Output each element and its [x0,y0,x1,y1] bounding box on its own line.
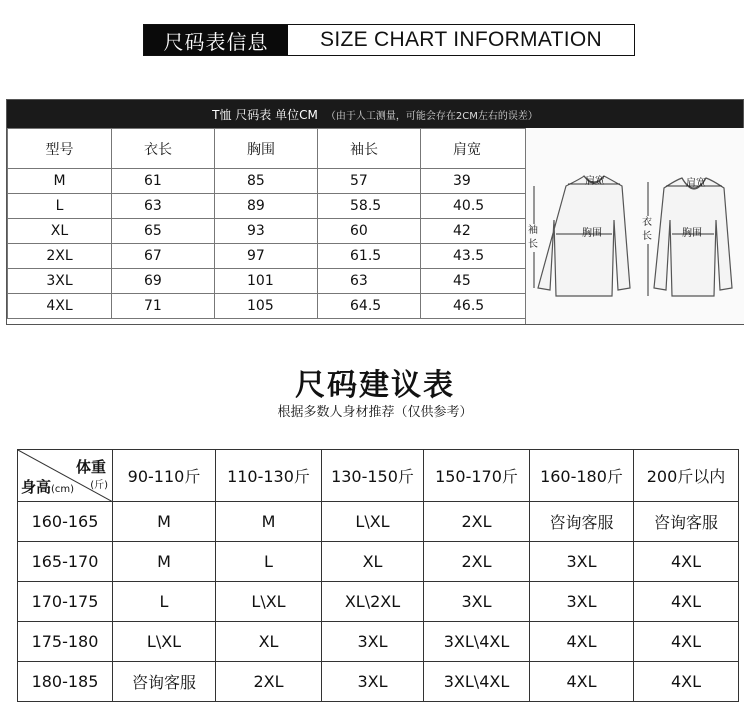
recommended-size-cell: 3XL\4XL [424,622,530,662]
size-value-cell: 43.5 [421,244,526,269]
size-header-row [8,129,526,169]
weight-header-cell: 150-170斤 [424,450,530,502]
recommended-size-cell: 3XL [530,582,634,622]
recommended-size-cell: 4XL [530,622,634,662]
recommended-size-cell: 4XL [634,582,739,622]
header-banner [143,24,635,56]
banner-en-title: SIZE CHART INFORMATION [320,28,602,51]
size-value-cell: 42 [421,219,526,244]
recommendation-row [18,502,739,542]
recommended-size-cell: 3XL\4XL [424,662,530,702]
size-chart-title: T恤 尺码表 单位CM [212,107,318,122]
size-row [8,169,526,194]
recommended-size-cell: 咨询客服 [113,662,216,702]
size-value-cell: 61 [112,169,215,194]
tshirt-measure-illustration [526,128,744,324]
size-value-cell: 65 [112,219,215,244]
size-header-cell: 胸围 [215,129,318,169]
size-header-cell: 衣长 [112,129,215,169]
size-value-cell: 45 [421,269,526,294]
corner-height-label [21,476,74,497]
size-value-cell: 64.5 [318,294,421,319]
size-value-cell: 93 [215,219,318,244]
recommended-size-cell: L [113,582,216,622]
height-range-cell: 165-170 [18,542,113,582]
diagram-label-sleeve-1: 袖长 [528,225,538,250]
size-row [8,219,526,244]
recommended-size-cell: M [113,542,216,582]
weight-header-cell: 110-130斤 [216,450,322,502]
size-label-cell: 3XL [8,269,112,294]
size-value-cell: 60 [318,219,421,244]
recommended-size-cell: M [216,502,322,542]
recommended-size-cell: L\XL [113,622,216,662]
size-chart-note: （由于人工测量，可能会存在2CM左右的误差） [325,110,538,122]
size-chart-table [7,128,526,319]
recommended-size-cell: 3XL [322,662,424,702]
diagram-label-shoulder-1: 肩宽 [585,176,605,187]
size-value-cell: 57 [318,169,421,194]
recommended-size-cell: L\XL [216,582,322,622]
recommended-size-cell: 4XL [634,662,739,702]
weight-header-cell: 130-150斤 [322,450,424,502]
size-value-cell: 89 [215,194,318,219]
size-label-cell: L [8,194,112,219]
size-value-cell: 71 [112,294,215,319]
recommended-size-cell: 3XL [530,542,634,582]
size-header-cell: 型号 [8,129,112,169]
weight-header-cell: 200斤以内 [634,450,739,502]
size-value-cell: 67 [112,244,215,269]
size-row [8,244,526,269]
recommended-size-cell: XL\2XL [322,582,424,622]
size-value-cell: 105 [215,294,318,319]
size-value-cell: 46.5 [421,294,526,319]
corner-cell [18,450,113,502]
diagram-label-chest-2: 胸围 [682,228,702,239]
diagram-label-length-2: 衣长 [642,217,652,242]
weight-header-cell: 90-110斤 [113,450,216,502]
size-label-cell: 2XL [8,244,112,269]
height-range-cell: 160-165 [18,502,113,542]
height-range-cell: 180-185 [18,662,113,702]
corner-weight-unit: (斤) [90,480,108,491]
garment-diagram [525,128,744,324]
size-header-cell: 袖长 [318,129,421,169]
size-value-cell: 63 [318,269,421,294]
height-range-cell: 175-180 [18,622,113,662]
diagram-label-chest-1: 胸围 [582,228,602,239]
banner-cn-title: 尺码表信息 [144,25,288,55]
recommendation-header-row [18,450,739,502]
size-chart-block [6,99,744,325]
recommended-size-cell: 咨询客服 [634,502,739,542]
recommendation-subtitle: 根据多数人身材推荐（仅供参考） [277,405,473,420]
recommended-size-cell: 2XL [216,662,322,702]
weight-header-cell: 160-180斤 [530,450,634,502]
size-header-cell: 肩宽 [421,129,526,169]
corner-weight-label: 体重 [75,458,106,476]
size-value-cell: 61.5 [318,244,421,269]
height-range-cell: 170-175 [18,582,113,622]
size-row [8,269,526,294]
size-value-cell: 39 [421,169,526,194]
recommended-size-cell: L [216,542,322,582]
recommendation-table [17,449,739,702]
size-chart-title-bar [7,100,743,128]
recommendation-title: 尺码建议表 [295,368,455,403]
recommendation-row [18,662,739,702]
recommended-size-cell: 3XL [424,582,530,622]
recommendation-row [18,582,739,622]
size-row [8,194,526,219]
recommended-size-cell: 3XL [322,622,424,662]
recommended-size-cell: 2XL [424,502,530,542]
size-label-cell: XL [8,219,112,244]
size-label-cell: M [8,169,112,194]
recommended-size-cell: 4XL [634,622,739,662]
recommended-size-cell: 2XL [424,542,530,582]
size-value-cell: 97 [215,244,318,269]
recommended-size-cell: 4XL [634,542,739,582]
size-value-cell: 85 [215,169,318,194]
recommended-size-cell: M [113,502,216,542]
size-value-cell: 40.5 [421,194,526,219]
size-label-cell: 4XL [8,294,112,319]
recommended-size-cell: 咨询客服 [530,502,634,542]
recommended-size-cell: L\XL [322,502,424,542]
corner-height-unit: (cm) [51,484,75,495]
diagram-label-shoulder-2: 肩宽 [686,178,706,189]
recommendation-row [18,622,739,662]
size-value-cell: 58.5 [318,194,421,219]
recommended-size-cell: 4XL [530,662,634,702]
corner-height-text: 身高 [21,478,52,496]
size-row [8,294,526,319]
recommended-size-cell: XL [216,622,322,662]
recommendation-row [18,542,739,582]
recommended-size-cell: XL [322,542,424,582]
size-value-cell: 69 [112,269,215,294]
size-value-cell: 101 [215,269,318,294]
size-value-cell: 63 [112,194,215,219]
